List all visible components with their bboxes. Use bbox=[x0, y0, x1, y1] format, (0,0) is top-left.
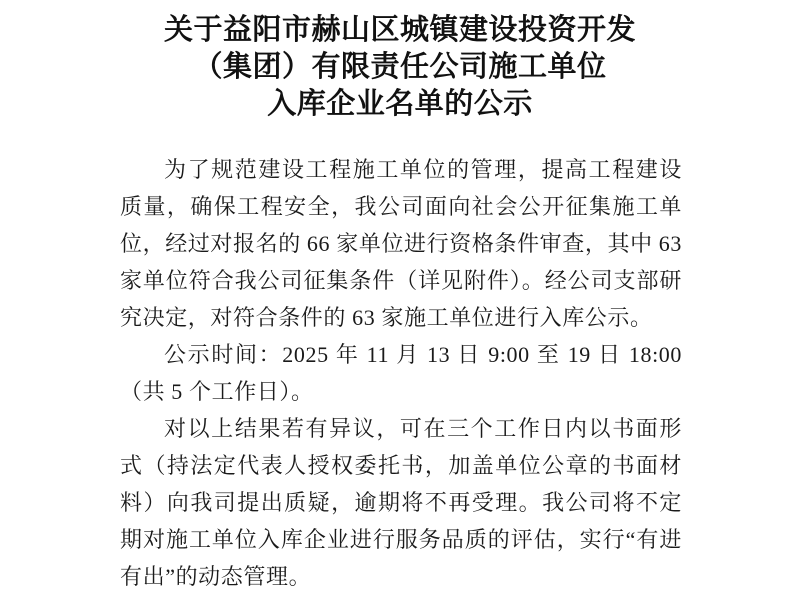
notice-body bbox=[120, 151, 682, 595]
body-paragraph-publicity-period: 公示时间：2025 年 11 月 13 日 9:00 至 19 日 18:00（共 5 个工作日）。 bbox=[120, 342, 682, 404]
title-line-2: （集团）有限责任公司施工单位 bbox=[193, 51, 607, 83]
notice-title bbox=[70, 12, 730, 123]
body-paragraph-intro: 为了规范建设工程施工单位的管理，提高工程建设质量，确保工程安全，我公司面向社会公开征集施工单位，经过对报名的 66 家单位进行资格条件审查，其中 63 家单位符合我公司征集条件（详见附件）。经公司支部研究决定，对符合条件的 63 家施工单位进行入库公示。 bbox=[120, 157, 682, 330]
body-paragraph-objection: 对以上结果若有异议，可在三个工作日内以书面形式（持法定代表人授权委托书，加盖单位公章的书面材料）向我司提出质疑，逾期将不再受理。我公司将不定期对施工单位入库企业进行服务品质的评估，实行“有进有出”的动态管理。 bbox=[120, 416, 682, 589]
title-line-1: 关于益阳市赫山区城镇建设投资开发 bbox=[163, 14, 636, 46]
title-line-3: 入库企业名单的公示 bbox=[267, 88, 533, 120]
